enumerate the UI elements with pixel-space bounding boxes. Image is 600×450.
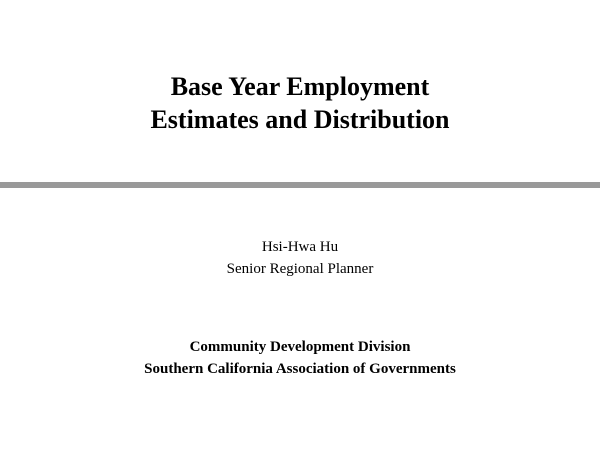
organization-division: Community Development Division [189,339,411,355]
organization-block [0,336,600,380]
slide-title [0,70,600,136]
presenter-name: Hsi-Hwa Hu [261,239,339,255]
title-divider [0,182,600,188]
slide-title-line-1: Base Year Employment [170,72,430,101]
presenter-block [0,236,600,280]
presenter-role: Senior Regional Planner [226,261,374,277]
organization-agency: Southern California Association of Governments [144,361,456,377]
slide-title-line-2: Estimates and Distribution [150,105,450,134]
